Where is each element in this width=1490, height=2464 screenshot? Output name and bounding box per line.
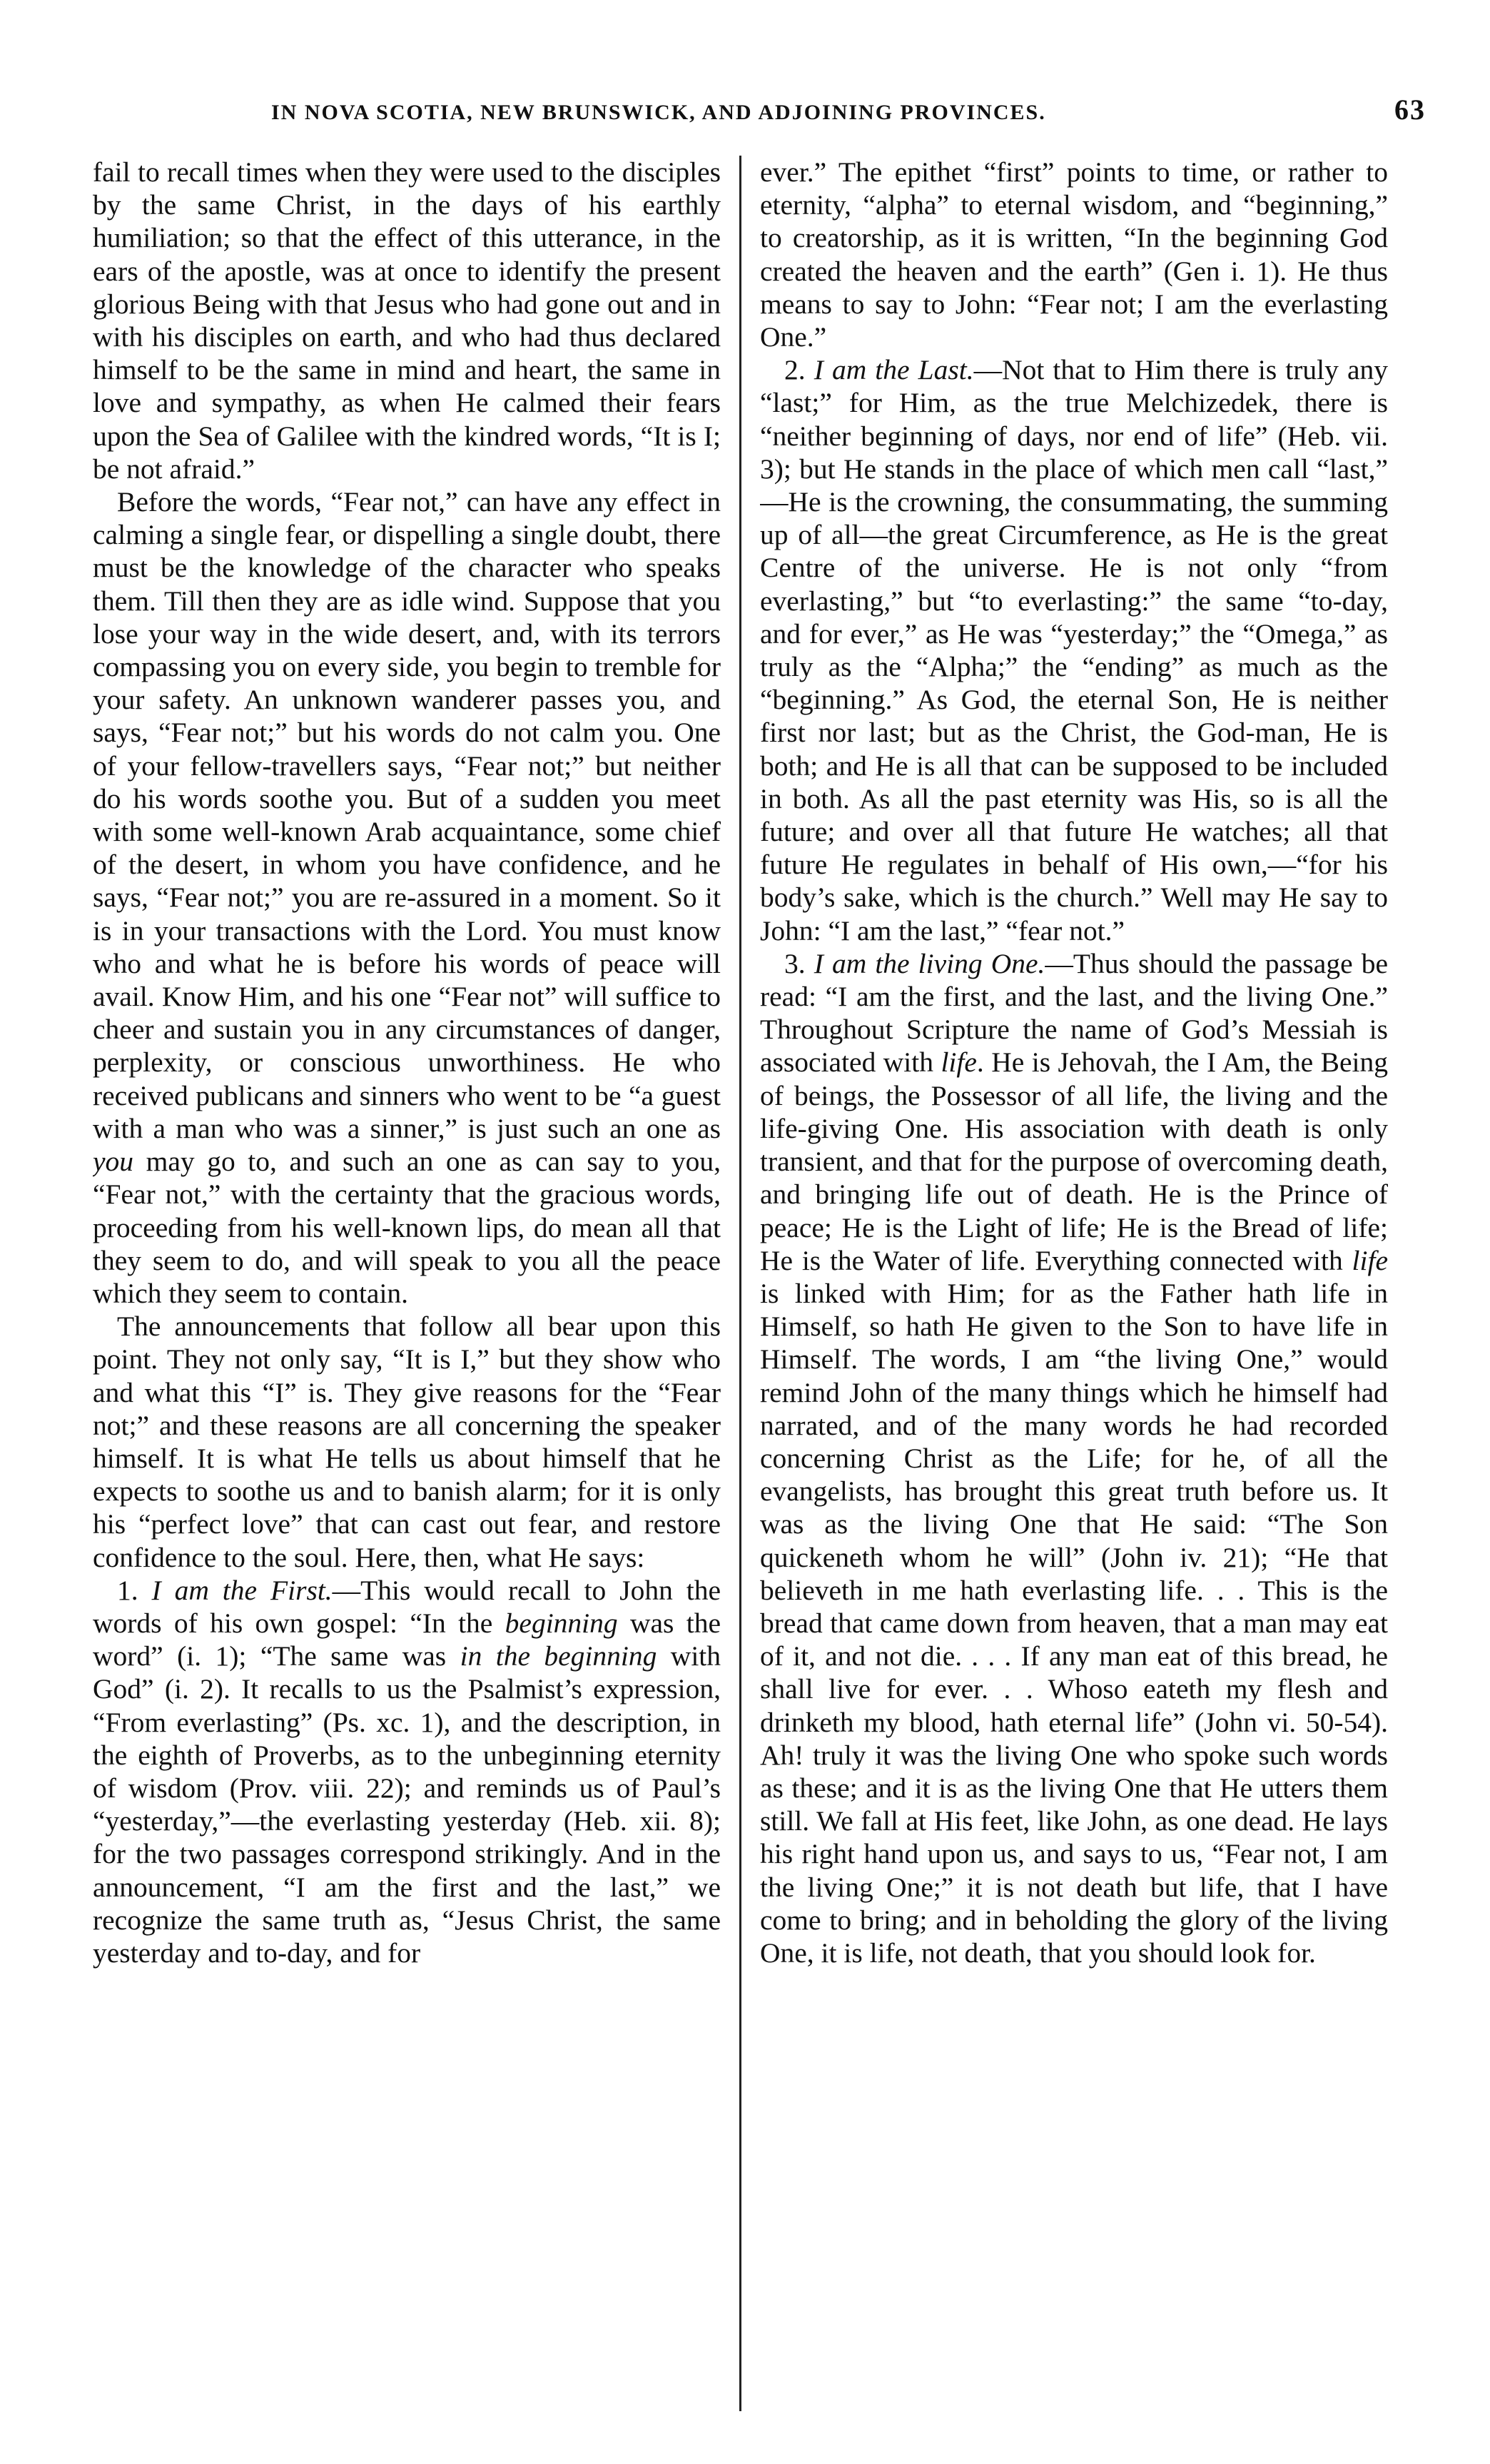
- emphasis: you: [93, 1146, 134, 1178]
- section-heading: I am the living One.: [814, 947, 1045, 979]
- running-title: IN NOVA SCOTIA, NEW BRUNSWICK, AND ADJOINING PROVINCES.: [271, 101, 1046, 124]
- section-number: 1.: [117, 1574, 138, 1606]
- section-number: 2.: [784, 354, 806, 386]
- text-span: with God” (i. 2). It recalls to us the Psalmist’s expression, “From everlasting” (Ps. xc. 1), and the description, in the eighth of Proverbs, as to the unbeginning eternity of wisdom (Prov. viii. 22); and reminds us of Paul’s “yesterday,”—the everlasting yesterday (Heb. xii. 8); for the two passages correspond strikingly. And in the announcement, “I am the first and the last,” we recognize the same truth as, “Jesus Christ, the same yesterday and to-day, and for: [93, 1640, 721, 1969]
- column-rule: [739, 156, 741, 2411]
- running-head: [93, 93, 1426, 136]
- text-span: —Not that to Him there is truly any “last;” for Him, as the true Melchizedek, there is “neither beginning of days, nor end of life” (Heb. vii. 3); but He stands in the place of which men call “last,” —He is the crowning, the consummating, the summing up of all—the great Circumference, as He is the great Centre of the universe. He is not only “from everlasting,” but “to everlasting:” the same “to-day, and for ever,” as He was “yesterday;” the “Omega,” as truly as the “Alpha;” the “ending” as much as the “beginning.” As God, the eternal Son, He is neither first nor last; but as the Christ, the God-man, He is both; and He is all that can be supposed to be included in both. As all the past eternity was His, so is all the future; and over all that future He watches; all that future He regulates in behalf of His own,—“for his body’s sake, which is the church.” Well may He say to John: “I am the last,” “fear not.”: [760, 354, 1388, 946]
- text-span: Before the words, “Fear not,” can have any effect in calming a single fear, or dispelling a single doubt, there must be the knowledge of the character who speaks them. Till then they are as idle wind. Suppose that you lose your way in the wide desert, and, with its terrors compassing you on every side, you begin to tremble for your safety. An unknown wanderer passes you, and says, “Fear not;” but his words do not calm you. One of your fellow-travellers says, “Fear not;” but neither do his words soothe you. But of a sudden you meet with some well-known Arab acquaintance, some chief of the desert, in whom you have confidence, and he says, “Fear not;” you are re-assured in a moment. So it is in your transactions with the Lord. You must know who and what he is before his words of peace will avail. Know Him, and his one “Fear not” will suffice to cheer and sustain you in any circumstances of danger, perplexity, or conscious unworthiness. He who received publicans and sinners who went to be “a guest with a man who was a sinner,” is just such an one as: [93, 486, 721, 1144]
- section-number: 3.: [784, 947, 806, 979]
- emphasis: life: [1352, 1244, 1388, 1276]
- emphasis: life: [941, 1046, 977, 1079]
- text-span: is linked with Him; for as the Father hath life in Himself, so hath He given to the Son to have life in Himself. The words, I am “the living One,” would remind John of the many things which he himself had narrated, and of the many words he had recorded concerning Christ as the Life; for he, of all the evangelists, has brought this great truth before us. It was as the living One that He said: “The Son quickeneth whom he will” (John iv. 21); “He that believeth in me hath everlasting life. . . This is the bread that came down from heaven, that a man may eat of it, and not die. . . . If any man eat of this bread, he shall live for ever. . . Whoso eateth my flesh and drinketh my blood, hath eternal life” (John vi. 50-54). Ah! truly it was the living One who spoke such words as these; and it is as the living One that He utters them still. We fall at His feet, like John, as one dead. He lays his right hand upon us, and says to us, “Fear not, I am the living One;” it is not death but life, that I have come to bring; and in beholding the glory of the living One, it is life, not death, that you should look for.: [760, 1277, 1388, 1969]
- text-span: —Thus should the passage be read: “I am the first, and the last, and the living One.” Throughout Scripture the name of God’s Messiah is associated with: [760, 947, 1388, 1079]
- section-heading: I am the Last.: [814, 354, 974, 386]
- paragraph: [93, 1574, 721, 1969]
- paragraph: [760, 353, 1388, 947]
- text-span: —This would recall to John the words of his own gospel: “In the: [93, 1574, 721, 1639]
- emphasis: in the beginning: [460, 1640, 657, 1672]
- text-columns: [93, 156, 1426, 2440]
- text-span: . He is Jehovah, the I Am, the Being of beings, the Possessor of all life, the living and the life-giving One. His association with death is only transient, and that for the purpose of overcoming death, and bringing life out of death. He is the Prince of peace; He is the Light of life; He is the Bread of life; He is the Water of life. Everything connected with: [760, 1046, 1388, 1276]
- right-column: [760, 156, 1388, 2440]
- left-column: [93, 156, 721, 2440]
- section-heading: I am the First.: [151, 1574, 333, 1606]
- text-span: was the word” (i. 1); “The same was: [93, 1607, 721, 1672]
- paragraph: [760, 947, 1388, 1969]
- paragraph: [93, 485, 721, 1310]
- paragraph: The announcements that follow all bear upon this point. They not only say, “It is I,” but they show who and what this “I” is. They give reasons for the “Fear not;” and these reasons are all concerning the speaker himself. It is what He tells us about himself that he expects to soothe us and to banish alarm; for it is only his “perfect love” that can cast out fear, and restore confidence to the soul. Here, then, what He says:: [93, 1311, 721, 1573]
- emphasis: beginning: [505, 1607, 618, 1639]
- page-number: 63: [1394, 94, 1426, 126]
- paragraph: ever.” The epithet “first” points to time, or rather to eternity, “alpha” to eternal wisdom, and “beginning,” to creatorship, as it is written, “In the beginning God created the heaven and the earth” (Gen i. 1). He thus means to say to John: “Fear not; I am the everlasting One.”: [760, 156, 1388, 353]
- text-span: may go to, and such an one as can say to you, “Fear not,” with the certainty that the gracious words, proceeding from his well-known lips, do mean all that they seem to do, and will speak to you all the peace which they seem to contain.: [93, 1146, 721, 1309]
- paragraph: fail to recall times when they were used to the disciples by the same Christ, in the days of his earthly humiliation; so that the effect of this utterance, in the ears of the apostle, was at once to identify the present glorious Being with that Jesus who had gone out and in with his disciples on earth, and who had thus declared himself to be the same in mind and heart, the same in love and sympathy, as when He calmed their fears upon the Sea of Galilee with the kindred words, “It is I; be not afraid.”: [93, 156, 721, 485]
